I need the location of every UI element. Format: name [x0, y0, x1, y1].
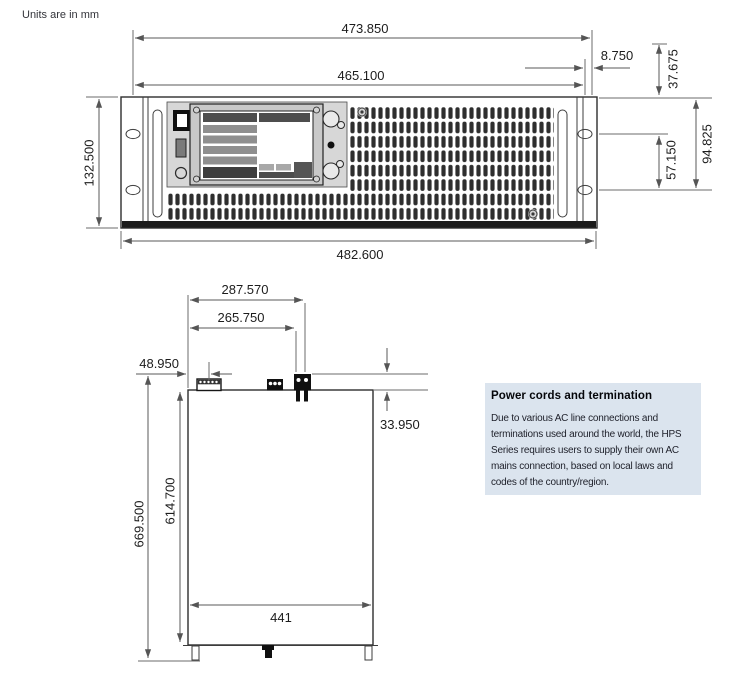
side-body — [188, 390, 373, 645]
bottom-connector — [262, 645, 274, 658]
info-box-title: Power cords and termination — [491, 390, 653, 402]
front-handle-right — [558, 110, 567, 217]
display-screen — [200, 111, 313, 180]
knob — [323, 111, 339, 127]
top-terminal-block — [197, 379, 221, 391]
info-box-text-line: terminations used around the world, the HPS — [491, 429, 682, 440]
dim-label-connector-span-inner: 265.750 — [217, 310, 265, 325]
dim-label-overall-height: 669.500 — [131, 500, 147, 548]
info-box-text-line: codes of the country/region. — [491, 477, 609, 488]
chassis-screw-icon — [357, 107, 367, 117]
dim-label-overall-width: 482.600 — [336, 247, 384, 262]
bezel-screw-icon — [194, 107, 200, 113]
dim-label-panel-height: 132.500 — [81, 139, 97, 187]
front-handle-left — [153, 110, 162, 217]
dim-label-hole-span: 94.825 — [699, 124, 715, 164]
front-bottom-strip — [122, 221, 596, 228]
dim-label-hole-spacing: 57.150 — [663, 140, 679, 180]
bezel-screw-icon — [314, 107, 320, 113]
dim-label-body-width: 465.100 — [337, 68, 385, 83]
info-box-text-line: Series requires users to supply their own AC — [491, 445, 679, 456]
info-box-text-line: mains connection, based on local laws and — [491, 461, 673, 472]
bezel-screw-icon — [314, 176, 320, 182]
dim-label-overall-top: 473.850 — [341, 21, 389, 36]
info-box — [485, 383, 701, 495]
top-connector-right — [294, 374, 311, 402]
panel-button — [176, 139, 186, 157]
chassis-screw-icon — [528, 209, 538, 219]
top-connector-mid — [267, 379, 283, 391]
front-control-panel — [167, 102, 347, 187]
bezel-screw-icon — [194, 176, 200, 182]
front-grille-lower — [167, 192, 349, 221]
small-button — [338, 122, 345, 129]
dim-label-front-to-connector: 48.950 — [139, 356, 179, 371]
foot — [365, 646, 372, 660]
dim-label-connector-height: 33.950 — [380, 417, 420, 432]
front-view — [121, 97, 597, 228]
dim-label-connector-span-outer: 287.570 — [221, 282, 269, 297]
dim-label-ear-offset: 8.750 — [600, 48, 634, 63]
small-button — [337, 161, 344, 168]
dim-label-top-offset: 37.675 — [665, 49, 681, 89]
foot — [192, 646, 199, 660]
side-view-dimensions — [132, 282, 429, 661]
dim-label-body-height: 614.700 — [162, 477, 178, 525]
units-note: Units are in mm — [22, 9, 100, 21]
indicator-dot — [328, 142, 335, 149]
dim-label-body-depth: 441 — [270, 610, 292, 625]
info-box-text-line: Due to various AC line connections and — [491, 413, 658, 424]
front-grille-main — [349, 106, 554, 221]
